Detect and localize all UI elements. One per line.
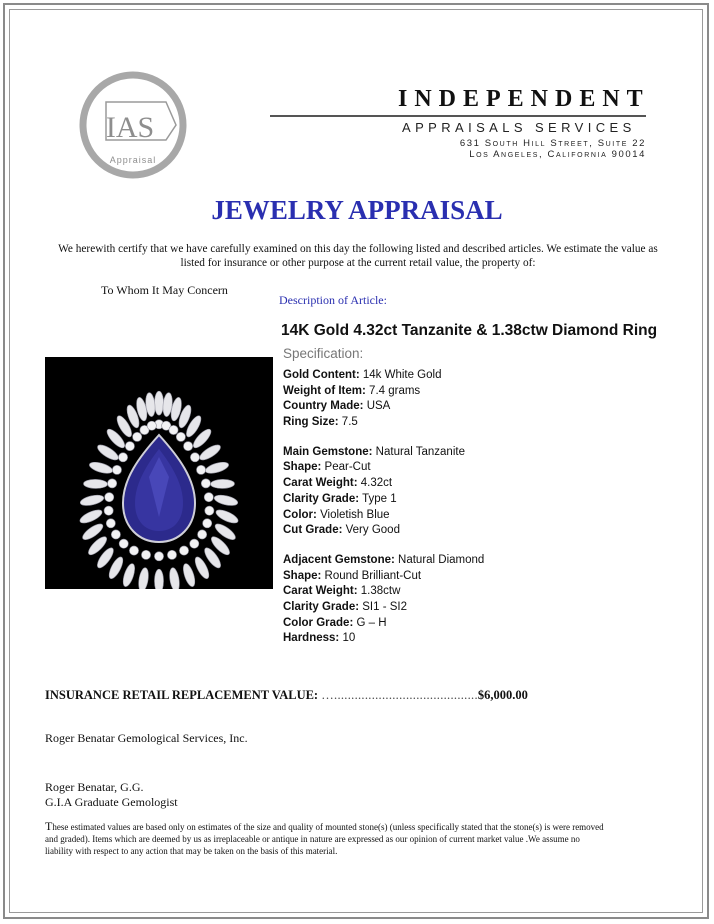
header-divider [270, 115, 646, 117]
spec-label: Hardness: [283, 632, 340, 645]
round-diamond [108, 479, 117, 488]
spec-row [283, 399, 583, 415]
spec-row [283, 553, 583, 569]
spec-label: Carat Weight: [283, 477, 358, 490]
round-diamond [104, 506, 113, 515]
spec-row [283, 569, 583, 585]
spec-value: Very Good [345, 524, 400, 537]
marquise-diamond [83, 479, 107, 488]
spec-value: Natural Tanzanite [375, 445, 465, 458]
spec-value: Type 1 [362, 492, 397, 505]
marquise-diamond [155, 391, 164, 415]
company-address-line1: 631 South Hill Street, Suite 22 [459, 138, 646, 149]
spec-row [283, 476, 583, 492]
disclaimer-text: hese estimated values are based only on estimates of the size and quality of mounted stone(s) (unless specifically stated that the stone(s) is were removed and graded). Items which are deemed by us as irreplaceable or antique in nature are expressed as our opinion of current market value .We assume no liability with respect to any action that may be taken on the basis of this material. [45, 822, 604, 856]
round-diamond [154, 552, 163, 561]
certification-intro: We herewith certify that we have carefully examined on this day the following listed and described articles. We estimate the value as listed for insurance or other purpose at the current retail value, the property of: [58, 243, 658, 269]
insurance-value-line [45, 688, 528, 703]
appraiser-name: Roger Benatar, G.G. [45, 780, 144, 794]
spec-label: Clarity Grade: [283, 492, 360, 505]
round-diamond [190, 539, 199, 548]
spec-label: Adjacent Gemstone: [283, 553, 395, 566]
insurance-value-label: INSURANCE RETAIL REPLACEMENT VALUE: [45, 688, 319, 702]
item-title: 14K Gold 4.32ct Tanzanite & 1.38ctw Diamond Ring [281, 322, 658, 339]
spec-row [283, 616, 583, 632]
spec-row [283, 631, 583, 647]
spec-value: Round Brilliant-Cut [324, 569, 422, 582]
spec-label: Country Made: [283, 400, 364, 413]
round-diamond [147, 421, 156, 430]
document-title: JEWELRY APPRAISAL [211, 195, 503, 225]
spec-value: SI1 - SI2 [362, 600, 408, 613]
round-diamond [190, 453, 199, 462]
spec-row [283, 460, 583, 476]
spec-row [283, 508, 583, 524]
round-diamond [169, 425, 178, 434]
spec-row [283, 415, 583, 431]
appraiser-title: G.I.A Graduate Gemologist [45, 795, 178, 809]
spec-value: USA [366, 400, 391, 413]
disclaimer-first-letter: T [45, 819, 53, 833]
round-diamond [106, 519, 115, 528]
spec-value: Pear-Cut [324, 461, 371, 474]
round-diamond [105, 493, 114, 502]
appraiser-company: Roger Benatar Gemological Services, Inc. [45, 731, 248, 745]
round-diamond [125, 442, 134, 451]
round-diamond [183, 442, 192, 451]
disclaimer [45, 820, 605, 857]
round-diamond [119, 539, 128, 548]
logo-letters: IAS [105, 111, 155, 144]
spec-label: Color Grade: [283, 616, 354, 629]
round-diamond [133, 432, 142, 441]
spec-group-main-gem [283, 445, 583, 539]
spec-row [283, 384, 583, 400]
spec-label: Cut Grade: [283, 524, 343, 537]
spec-value: 1.38ctw [360, 585, 401, 598]
company-address-line2: Los Angeles, California 90014 [469, 149, 646, 160]
round-diamond [176, 432, 185, 441]
spec-label: Carat Weight: [283, 585, 358, 598]
spec-row [283, 584, 583, 600]
spec-value: Violetish Blue [320, 508, 390, 521]
round-diamond [205, 506, 214, 515]
company-subtitle: APPRAISALS SERVICES [402, 120, 636, 135]
logo-caption: Appraisal [109, 155, 157, 165]
marquise-diamond [155, 569, 164, 589]
description-label: Description of Article: [279, 293, 387, 307]
round-diamond [167, 550, 176, 559]
spec-label: Clarity Grade: [283, 600, 360, 613]
specifications [283, 368, 583, 661]
round-diamond [111, 530, 120, 539]
round-diamond [112, 465, 121, 474]
spec-value: 4.32ct [360, 477, 393, 490]
spec-row [283, 523, 583, 539]
spec-row [283, 445, 583, 461]
spec-row [283, 492, 583, 508]
recipient: To Whom It May Concern [101, 283, 228, 297]
round-diamond [201, 479, 210, 488]
ring-photo [45, 357, 273, 589]
spec-group-metal [283, 368, 583, 431]
round-diamond [198, 530, 207, 539]
spec-value: Natural Diamond [398, 553, 485, 566]
spec-label: Ring Size: [283, 416, 339, 429]
spec-label: Shape: [283, 461, 322, 474]
spec-group-adjacent-gem [283, 553, 583, 647]
spec-label: Weight of Item: [283, 384, 366, 397]
company-name: INDEPENDENT [398, 86, 650, 112]
spec-value: 7.5 [341, 416, 358, 429]
spec-value: 7.4 grams [369, 384, 421, 397]
spec-value: 14k White Gold [362, 369, 442, 381]
round-diamond [129, 546, 138, 555]
spec-label: Main Gemstone: [283, 445, 373, 458]
spec-row [283, 600, 583, 616]
round-diamond [141, 550, 150, 559]
round-diamond [196, 465, 205, 474]
round-diamond [118, 453, 127, 462]
spec-value: 10 [342, 632, 356, 645]
round-diamond [204, 493, 213, 502]
marquise-diamond [210, 479, 234, 488]
spec-label: Gold Content: [283, 369, 360, 381]
spec-row [283, 368, 583, 384]
value-leader-dots: ….......................................... [321, 688, 478, 702]
round-diamond [179, 546, 188, 555]
spec-value: G – H [356, 616, 387, 629]
round-diamond [203, 519, 212, 528]
spec-label: Color: [283, 508, 317, 521]
specification-label: Specification: [283, 346, 364, 361]
company-logo [78, 70, 188, 180]
spec-label: Shape: [283, 569, 322, 582]
insurance-value-amount: $6,000.00 [477, 688, 528, 702]
